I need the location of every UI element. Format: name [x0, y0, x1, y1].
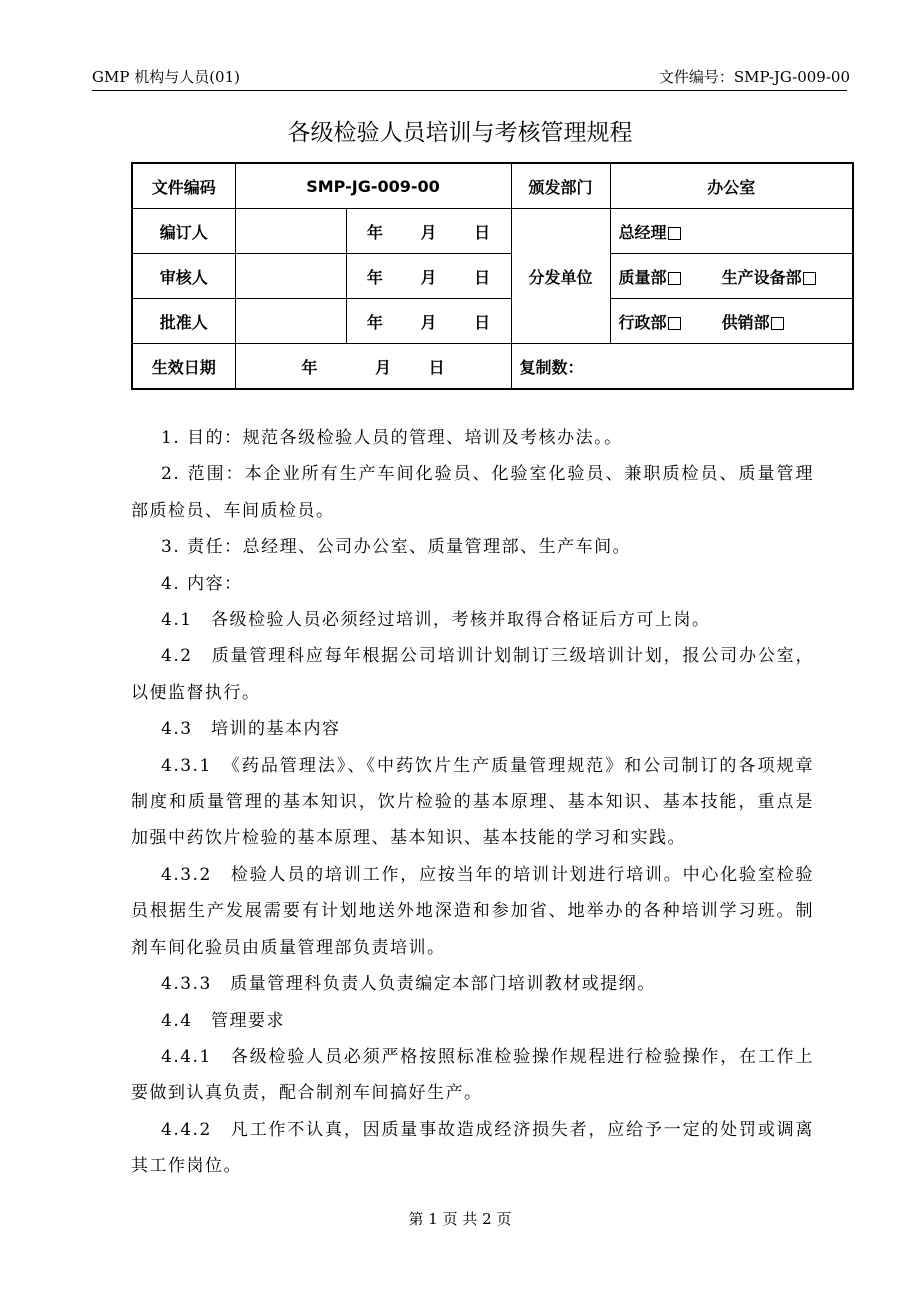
row-effective-date — [132, 344, 853, 390]
row-reviewer — [132, 254, 853, 299]
editor-date — [346, 209, 511, 254]
copies-label: 复制数： — [511, 344, 853, 390]
year-text: 年 — [301, 357, 318, 377]
production-dept-label: 生产设备部 — [721, 267, 802, 287]
doc-code-label: 文件编码 — [132, 163, 235, 209]
paragraph-purpose: 1. 目的：规范各级检验人员的管理、培训及考核办法。。 — [161, 428, 623, 448]
editor-name-cell — [235, 209, 346, 254]
paragraph-content-heading: 4. 内容： — [161, 573, 243, 594]
approver-name-cell — [235, 299, 346, 344]
month-text: 月 — [420, 222, 437, 242]
header-divider — [92, 90, 847, 91]
month-text: 月 — [420, 267, 437, 287]
issue-dept-value: 办公室 — [610, 163, 853, 209]
distribution-gm — [610, 209, 853, 254]
year-text: 年 — [366, 312, 383, 332]
supply-dept-checkbox[interactable] — [771, 317, 784, 330]
paragraph-4-3-1: 4.3.1 《药品管理法》、《中药饮片生产质量管理规范》和公司制订的各项规章制度和质量管理的基本知识，饮片检验的基本原理、基本知识、基本技能，重点是加强中药饮片检验的基本原理、基本知识、基本技能的学习和实践。 — [131, 755, 814, 849]
distribution-admin-supply — [610, 299, 853, 344]
day-text: 日 — [474, 222, 491, 242]
day-text: 日 — [474, 312, 491, 332]
paragraph-scope: 2. 范围：本企业所有生产车间化验员、化验室化验员、兼职质检员、质量管理部质检员、车间质检员。 — [131, 464, 814, 521]
page-number: 第 1 页 共 2 页 — [408, 1210, 512, 1228]
row-editor — [132, 209, 853, 254]
paragraph-4-3-2: 4.3.2 检验人员的培训工作，应按当年的培训计划进行培训。中心化验室检验员根据生产发展需要有计划地送外地深造和参加省、地举办的各种培训学习班。制剂车间化验员由质量管理部负责培训。 — [131, 864, 814, 958]
paragraph-4-4: 4.4 管理要求 — [161, 1010, 286, 1031]
reviewer-date — [346, 254, 511, 299]
editor-label: 编订人 — [132, 209, 235, 254]
day-text: 日 — [474, 267, 491, 287]
row-doc-code — [132, 163, 853, 209]
distribution-label: 分发单位 — [511, 209, 610, 344]
reviewer-name-cell — [235, 254, 346, 299]
approver-date — [346, 299, 511, 344]
document-body — [131, 420, 814, 1185]
paragraph-4-2: 4.2 质量管理科应每年根据公司培训计划制订三级培训计划，报公司办公室，以便监督执行。 — [131, 646, 814, 703]
quality-dept-checkbox[interactable] — [668, 272, 681, 285]
paragraph-4-1: 4.1 各级检验人员必须经过培训，考核并取得合格证后方可上岗。 — [161, 610, 711, 631]
header-doc-number: 文件编号：SMP-JG-009-00 — [658, 68, 850, 86]
gm-label: 总经理 — [618, 222, 667, 242]
paragraph-4-4-2: 4.4.2 凡工作不认真，因质量事故造成经济损失者，应给予一定的处罚或调离其工作岗位。 — [131, 1119, 814, 1177]
paragraph-responsibility: 3. 责任：总经理、公司办公室、质量管理部、生产车间。 — [161, 537, 632, 558]
paragraph-4-4-1: 4.4.1 各级检验人员必须严格按照标准检验操作规程进行检验操作，在工作上要做到认真负责，配合制剂车间搞好生产。 — [131, 1046, 814, 1104]
reviewer-label: 审核人 — [132, 254, 235, 299]
paragraph-4-3-3: 4.3.3 质量管理科负责人负责编定本部门培训教材或提纲。 — [161, 974, 656, 995]
quality-dept-label: 质量部 — [618, 267, 667, 287]
row-approver — [132, 299, 853, 344]
document-info-table — [131, 162, 854, 390]
effective-date-value — [235, 344, 511, 390]
gm-checkbox[interactable] — [668, 227, 681, 240]
doc-code-value: SMP-JG-009-00 — [235, 163, 511, 209]
year-text: 年 — [366, 267, 383, 287]
header-left: GMP 机构与人员(01) — [92, 68, 240, 86]
admin-dept-checkbox[interactable] — [668, 317, 681, 330]
year-text: 年 — [366, 222, 383, 242]
supply-dept-label: 供销部 — [721, 312, 770, 332]
effective-date-label: 生效日期 — [132, 344, 235, 390]
production-dept-checkbox[interactable] — [803, 272, 816, 285]
paragraph-4-3: 4.3 培训的基本内容 — [161, 719, 341, 740]
month-text: 月 — [420, 312, 437, 332]
admin-dept-label: 行政部 — [618, 312, 667, 332]
approver-label: 批准人 — [132, 299, 235, 344]
issue-dept-label: 颁发部门 — [511, 163, 610, 209]
page-title: 各级检验人员培训与考核管理规程 — [287, 120, 633, 146]
distribution-quality-production — [610, 254, 853, 299]
day-text: 日 — [428, 357, 445, 377]
month-text: 月 — [374, 357, 391, 377]
